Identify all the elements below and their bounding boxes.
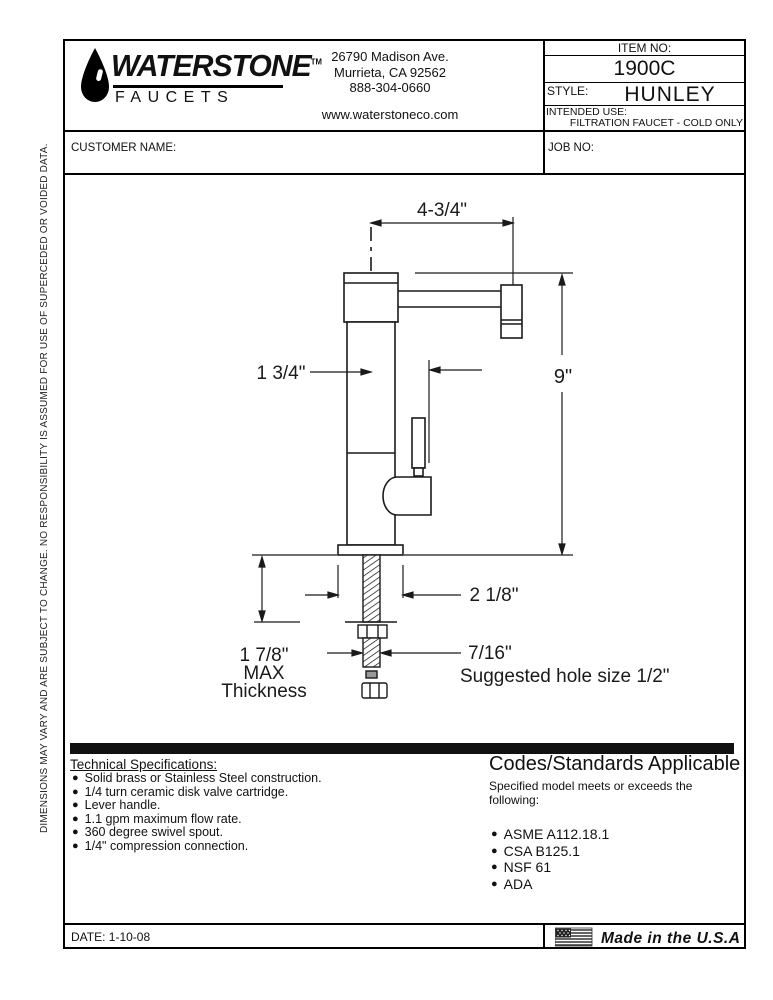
- bullet-icon: ●: [72, 772, 79, 784]
- trademark-symbol: TM: [310, 57, 322, 67]
- item-no-divider: [543, 55, 746, 56]
- bullet-icon: ●: [72, 812, 79, 825]
- bullet-icon: ●: [72, 799, 79, 812]
- codes-subtitle: Specified model meets or exceeds the following:: [489, 779, 693, 807]
- list-item: ● ADA: [491, 875, 533, 892]
- bullet-icon: ●: [491, 828, 498, 840]
- list-item: ● CSA B125.1: [491, 842, 580, 859]
- codes-list: [489, 826, 744, 892]
- list-item: ● 360 degree swivel spout.: [72, 825, 223, 840]
- tech-specs-title: Technical Specifications:: [70, 757, 218, 772]
- brand-subtitle: FAUCETS: [115, 89, 235, 106]
- dim-body-offset-label: 1 3/4": [256, 363, 306, 384]
- bullet-icon: ●: [491, 861, 498, 873]
- dim-base-clearance-label: 2 1/8": [469, 585, 519, 606]
- item-no-label: ITEM NO:: [617, 41, 672, 55]
- intended-use-label: INTENDED USE:: [546, 106, 628, 118]
- list-item: ● Solid brass or Stainless Steel construction.: [72, 771, 322, 785]
- max-thickness-line2: MAX: [243, 663, 285, 684]
- bullet-icon: ●: [72, 839, 79, 852]
- brand-underline: [113, 85, 283, 88]
- bullet-icon: ●: [72, 785, 79, 798]
- website-url: www.waterstoneco.com: [321, 107, 459, 122]
- made-in-usa-label: Made in the U.S.A: [601, 930, 741, 947]
- max-thickness-line1: 1 7/8": [239, 645, 289, 666]
- style-label: STYLE:: [547, 84, 589, 98]
- list-item: ● NSF 61: [491, 859, 552, 875]
- list-item: ● Lever handle.: [72, 798, 161, 813]
- bullet-icon: ●: [491, 844, 498, 857]
- dimensions-disclaimer: DIMENSIONS MAY VARY AND ARE SUBJECT TO CHANGE. NO RESPONSIBILITY IS ASSUMED FOR USE OF SUPERCEDED OR VOIDED DATA.: [39, 143, 50, 833]
- address-line1: 26790 Madison Ave.: [331, 49, 449, 64]
- list-item: ● 1/4" compression connection.: [72, 838, 249, 853]
- dim-height-label: 9": [553, 366, 573, 388]
- brand-name: WATERSTONE™: [111, 48, 322, 83]
- dim-spout-reach-label: 4-3/4": [416, 200, 468, 221]
- hole-size-note: Suggested hole size 1/2": [460, 666, 670, 687]
- job-no-label: JOB NO:: [548, 142, 595, 154]
- waterstone-drop-icon: [80, 47, 110, 103]
- item-no-value: 1900C: [613, 57, 676, 80]
- list-item: ● ASME A112.18.1: [491, 826, 610, 842]
- footer-divider: [543, 923, 545, 949]
- header-divider: [63, 130, 746, 132]
- phone-number: 888-304-0660: [349, 80, 431, 95]
- list-item: ● 1/4 turn ceramic disk valve cartridge.: [72, 784, 289, 799]
- style-value: HUNLEY: [624, 83, 716, 106]
- codes-title: Codes/Standards Applicable: [489, 753, 741, 775]
- company-address: [285, 49, 495, 96]
- address-line2: Murrieta, CA 92562: [333, 64, 446, 80]
- dim-shank-label: 7/16": [468, 643, 512, 664]
- list-item: ● 1.1 gpm maximum flow rate.: [72, 811, 242, 826]
- intended-use-value: FILTRATION FAUCET - COLD ONLY: [569, 117, 743, 129]
- bullet-icon: ●: [72, 826, 79, 839]
- usa-flag-icon: [555, 927, 593, 947]
- customer-name-label: CUSTOMER NAME:: [71, 142, 177, 154]
- max-thickness-line3: Thickness: [221, 681, 307, 702]
- bullet-icon: ●: [491, 877, 498, 890]
- info-row-divider: [63, 173, 746, 175]
- technical-specifications-section: [70, 757, 475, 854]
- date-value: DATE: 1-10-08: [71, 930, 151, 944]
- codes-standards-section: [489, 753, 744, 892]
